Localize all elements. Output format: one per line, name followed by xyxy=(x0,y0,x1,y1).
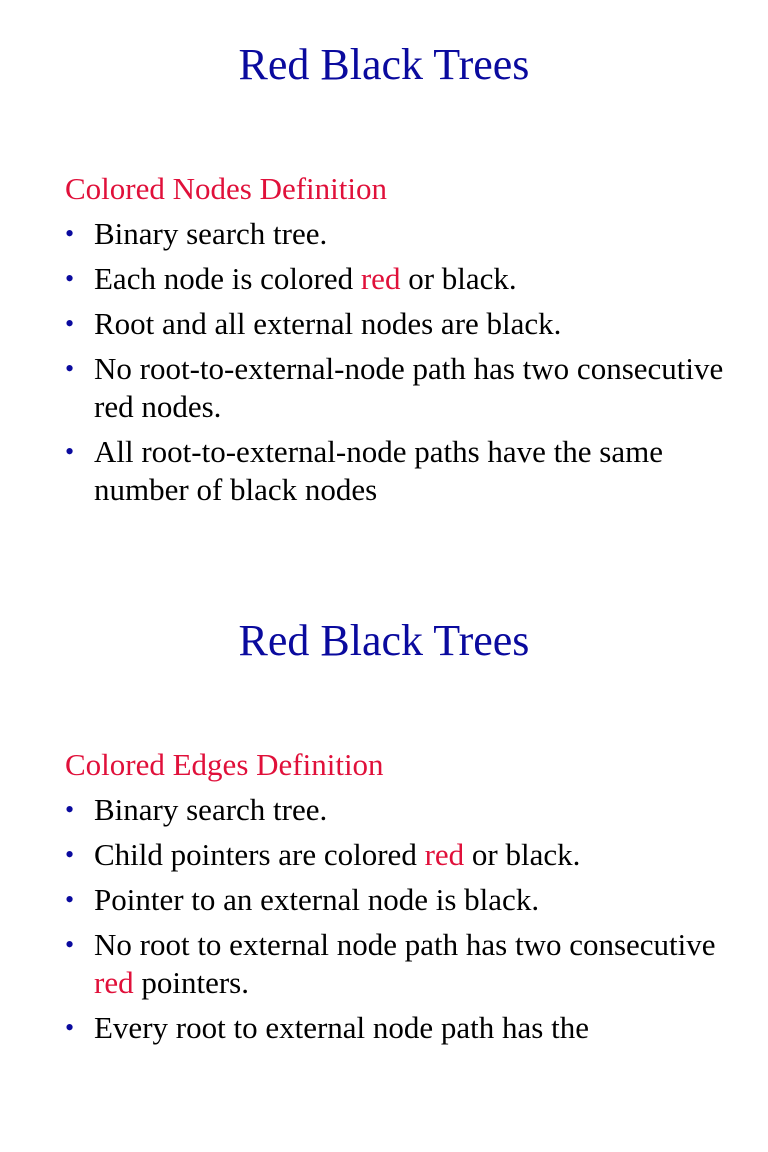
bullet-icon: • xyxy=(65,219,75,248)
bullet-item xyxy=(65,350,745,426)
bullet-icon: • xyxy=(65,930,75,959)
slide-subtitle: Colored Nodes Definition xyxy=(65,171,388,206)
bullet-text-post: or black. xyxy=(400,261,517,296)
bullet-text: No root-to-external-node path has two consecutive red nodes. xyxy=(94,351,724,424)
bullet-item xyxy=(65,791,745,829)
bullet-text-post: or black. xyxy=(464,837,581,872)
bullet-item xyxy=(65,881,745,919)
bullet-text: Binary search tree. xyxy=(94,792,328,827)
bullet-text: Root and all external nodes are black. xyxy=(94,306,562,341)
bullet-icon: • xyxy=(65,354,75,383)
bullet-item xyxy=(65,433,745,509)
slide-title: Red Black Trees xyxy=(238,40,530,89)
bullet-text-red: red xyxy=(360,261,401,296)
slide-subtitle: Colored Edges Definition xyxy=(65,747,384,782)
bullet-icon: • xyxy=(65,840,75,869)
bullet-text-pre: Each node is colored xyxy=(94,261,361,296)
slide-colored-edges xyxy=(0,576,768,1152)
bullet-text-pre: Child pointers are colored xyxy=(94,837,425,872)
bullet-item xyxy=(65,215,745,253)
slide-title: Red Black Trees xyxy=(238,616,530,665)
bullet-text-red: red xyxy=(94,965,134,1000)
bullet-text-red: red xyxy=(424,837,465,872)
bullet-item xyxy=(65,926,745,1002)
bullet-icon: • xyxy=(65,795,75,824)
bullet-item xyxy=(65,260,745,298)
bullet-item xyxy=(65,305,745,343)
bullet-text: All root-to-external-node paths have the same number of black nodes xyxy=(94,434,663,507)
bullet-text-pre: No root to external node path has two consecutive xyxy=(94,927,716,962)
bullet-text: Binary search tree. xyxy=(94,216,328,251)
bullet-item xyxy=(65,836,745,874)
bullet-icon: • xyxy=(65,885,75,914)
bullet-icon: • xyxy=(65,309,75,338)
bullet-list xyxy=(65,791,745,1054)
bullet-text-post: pointers. xyxy=(133,965,249,1000)
bullet-list xyxy=(65,215,745,516)
bullet-icon: • xyxy=(65,437,75,466)
bullet-text: Every root to external node path has the xyxy=(94,1010,589,1045)
bullet-icon: • xyxy=(65,264,75,293)
bullet-item xyxy=(65,1009,745,1047)
bullet-icon: • xyxy=(65,1013,75,1042)
bullet-text: Pointer to an external node is black. xyxy=(94,882,540,917)
